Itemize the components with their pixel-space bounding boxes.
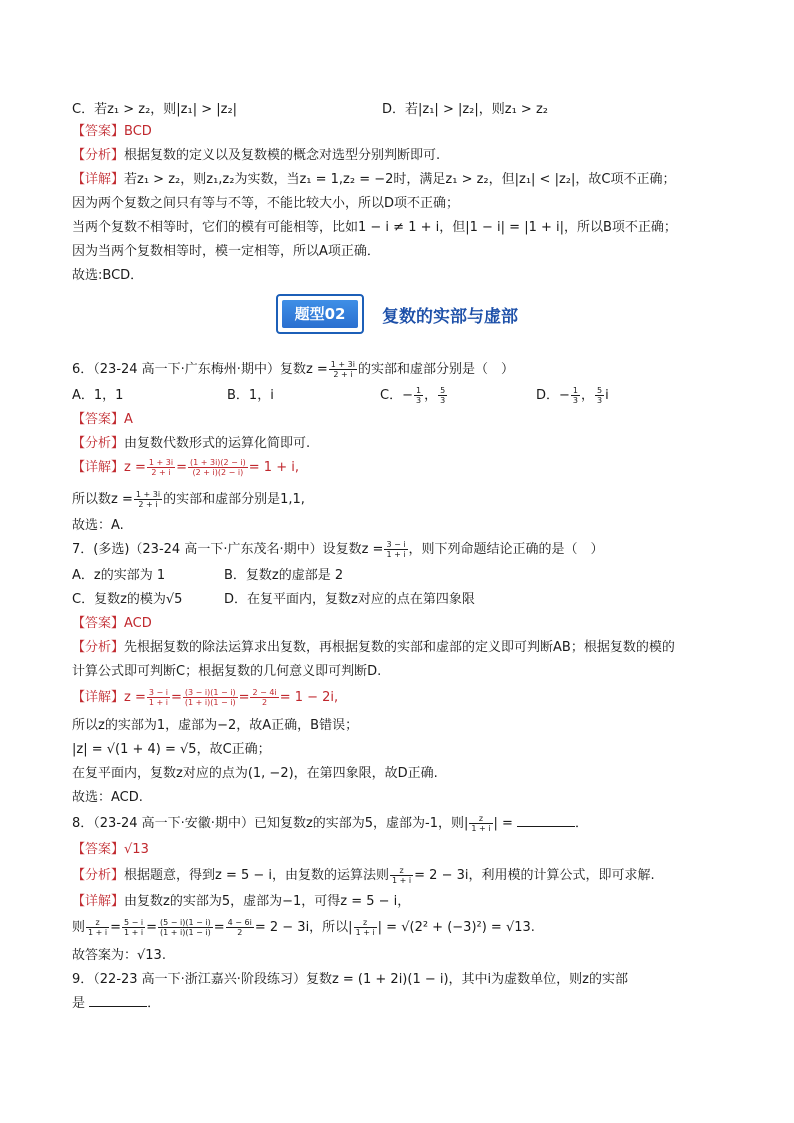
fraction (595, 386, 604, 405)
denominator: 2 + i (333, 370, 353, 379)
numerator: 1 + 3i (330, 360, 355, 369)
equals-sign: = (238, 690, 250, 705)
analysis-text-end: = 2 − 3i，利用模的计算公式，即可求解. (414, 868, 655, 883)
q7-detail (72, 688, 732, 708)
numerator: z (354, 918, 377, 928)
q5-detail-line-2: 因为两个复数之间只有等与不等，不能比较大小，所以D项不正确； (72, 196, 460, 211)
q9-stem-text: 是 (72, 996, 86, 1011)
q5-detail-line-1 (72, 170, 732, 190)
numerator: (1 + 3i)(2 − i) (189, 458, 246, 467)
q8-conclusion: 故答案为：√13. (72, 948, 166, 963)
answer-tag: 【答案】 (72, 412, 125, 427)
answer-value: ACD (124, 616, 152, 631)
q5-analysis (72, 146, 732, 166)
numerator: z (469, 814, 492, 824)
answer-tag: 【答案】 (72, 124, 125, 139)
analysis-text: 根据复数的定义以及复数模的概念对选型分别判断即可. (124, 148, 441, 163)
numerator: 1 (415, 386, 422, 395)
q8-stem-text-mid: | = (493, 816, 513, 831)
detail-tag: 【详解】 (72, 172, 125, 187)
q7-stem (72, 540, 732, 560)
answer-tag: 【答案】 (72, 842, 125, 857)
so-text-end: 的实部和虚部分别是1,1, (163, 492, 305, 507)
denominator: 1 + i (386, 550, 406, 559)
fraction (390, 866, 413, 885)
q7-detail-line-2: 所以z的实部为1，虚部为−2，故A正确，B错误； (72, 718, 359, 733)
denominator: 2 + i (138, 500, 158, 509)
detail-text: 则 (72, 920, 86, 935)
answer-tag: 【答案】 (72, 616, 125, 631)
fraction (329, 360, 357, 379)
denominator: 3 (572, 396, 578, 405)
formula-lhs: z = (124, 690, 146, 705)
q6-conclusion: 故选：A. (72, 518, 124, 533)
q7-conclusion: 故选：ACD. (72, 790, 143, 805)
q7-stem-text: 7．(多选)（23-24 高一下·广东茂名·期中）设复数z = (72, 542, 384, 557)
numerator: 5 − i (124, 918, 144, 927)
q5-option-d: D．若|z₁| > |z₂|，则z₁ > z₂ (382, 102, 548, 117)
numerator: 3 − i (386, 540, 406, 549)
detail-text: 由复数z的实部为5，虚部为−1，可得z = 5 − i， (124, 894, 411, 909)
so-text: 所以数z = (72, 492, 133, 507)
fraction (134, 490, 162, 509)
q8-stem-text-end: ． (575, 816, 589, 831)
q9-stem-line-2 (72, 994, 732, 1014)
analysis-text: 先根据复数的除法运算求出复数，再根据复数的实部和虚部的定义即可判断AB；根据复数的模的 (124, 640, 675, 655)
numerator: 4 − 6i (227, 918, 252, 927)
q6-option-a: A．1，1 (72, 388, 124, 403)
option-prefix: C．− (380, 388, 413, 403)
fraction (226, 918, 254, 937)
equals-sign: = (176, 460, 187, 475)
denominator: (1 + i)(1 − i) (160, 928, 211, 937)
denominator: 2 (262, 698, 268, 707)
q9-stem-line-1: 9．（22-23 高一下·浙江嘉兴·阶段练习）复数z = (1 + 2i)(1 − i)，其中i为虚数单位，则z的实部 (72, 972, 628, 987)
analysis-text: 根据题意，得到z = 5 − i，由复数的运算法则 (124, 868, 390, 883)
numerator: 5 (440, 386, 446, 395)
fraction (384, 540, 407, 559)
q6-option-b: B．1，i (227, 388, 274, 403)
q7-analysis-2: 计算公式即可判断C；根据复数的几何意义即可判断D. (72, 664, 382, 679)
analysis-tag: 【分析】 (72, 640, 125, 655)
denominator: 1 + i (88, 928, 108, 937)
fraction (122, 918, 145, 937)
option-prefix: D．− (536, 388, 570, 403)
fraction (469, 814, 492, 833)
equals-sign: = (170, 690, 182, 705)
numerator: (5 − i)(1 − i) (160, 918, 211, 927)
q7-analysis-1 (72, 638, 732, 658)
q6-answer (72, 410, 732, 430)
detail-text: 若z₁ > z₂，则z₁,z₂为实数，当z₁ = 1,z₂ = −2时，满足z₁ > z₂，但|z₁| < |z₂|，故C项不正确； (124, 172, 676, 187)
numerator: (3 − i)(1 − i) (184, 688, 236, 697)
fraction (571, 386, 580, 405)
denominator: 1 + i (355, 928, 375, 937)
q7-detail-line-4: 在复平面内，复数z对应的点为(1, −2)，在第四象限，故D正确. (72, 766, 438, 781)
q7-answer (72, 614, 732, 634)
numerator: z (86, 918, 109, 928)
denominator: 1 + i (124, 928, 144, 937)
equals-sign: = (110, 920, 122, 935)
q8-detail-line-2 (72, 918, 732, 938)
option-suffix: i (605, 388, 609, 403)
denominator: 2 (237, 928, 243, 937)
formula-result: = 1 + i, (248, 460, 299, 475)
q8-stem-text: 8．（23-24 高一下·安徽·期中）已知复数z的实部为5，虚部为-1，则| (72, 816, 469, 831)
q6-option-c (380, 386, 448, 406)
q7-option-a: A．z的实部为 1 (72, 568, 166, 583)
q7-stem-text-end: ，则下列命题结论正确的是（ ） (408, 542, 604, 557)
analysis-tag: 【分析】 (72, 148, 125, 163)
formula-result: = 1 − 2i, (279, 690, 339, 705)
denominator: 3 (440, 396, 446, 405)
formula-lhs: z = (124, 460, 146, 475)
fraction (414, 386, 423, 405)
denominator: 1 + i (148, 698, 168, 707)
section-banner (276, 294, 536, 334)
denominator: 1 + i (471, 824, 491, 833)
answer-value: A (124, 412, 133, 427)
numerator: 5 (597, 386, 603, 395)
q7-option-b: B．复数z的虚部是 2 (224, 568, 344, 583)
q6-option-d (536, 386, 609, 406)
fraction (183, 688, 238, 707)
q5-conclusion: 故选:BCD． (72, 268, 144, 283)
fraction (147, 688, 170, 707)
detail-text: = 2 − 3i，所以| (254, 920, 353, 935)
numerator: 1 (572, 386, 578, 395)
denominator: 3 (597, 396, 603, 405)
q5-answer (72, 122, 732, 142)
detail-tag: 【详解】 (72, 894, 125, 909)
denominator: (2 + i)(2 − i) (192, 468, 244, 477)
q6-stem-text: 6．（23-24 高一下·广东梅州·期中）复数z = (72, 362, 328, 377)
fraction (354, 918, 377, 937)
q8-analysis (72, 866, 732, 886)
numerator: 1 + 3i (148, 458, 174, 467)
answer-blank[interactable] (89, 994, 147, 1007)
q6-analysis (72, 434, 732, 454)
q6-detail (72, 458, 732, 478)
separator: ， (424, 388, 438, 403)
analysis-tag: 【分析】 (72, 436, 125, 451)
q8-stem (72, 814, 732, 834)
section-badge-label: 题型02 (282, 300, 358, 328)
numerator: 3 − i (148, 688, 168, 697)
fraction (158, 918, 213, 937)
q9-stem-text-end: ． (147, 996, 161, 1011)
section-badge (276, 294, 364, 334)
fraction (86, 918, 109, 937)
q6-so-line (72, 490, 732, 510)
q5-detail-line-4: 因为当两个复数相等时，模一定相等，所以A项正确． (72, 244, 380, 259)
section-title: 复数的实部与虚部 (382, 307, 518, 327)
q7-option-d: D．在复平面内，复数z对应的点在第四象限 (224, 592, 475, 607)
answer-value: BCD (124, 124, 152, 139)
numerator: 2 − 4i (252, 688, 277, 697)
numerator: z (390, 866, 413, 876)
fraction (147, 458, 175, 477)
q8-answer (72, 840, 732, 860)
separator: ， (581, 388, 595, 403)
fraction (188, 458, 248, 477)
denominator: 1 + i (392, 876, 412, 885)
detail-tag: 【详解】 (72, 690, 125, 705)
equals-sign: = (146, 920, 158, 935)
analysis-tag: 【分析】 (72, 868, 125, 883)
equals-sign: = (213, 920, 225, 935)
q6-stem-text-end: 的实部和虚部分别是（ ） (358, 362, 515, 377)
detail-tag: 【详解】 (72, 460, 125, 475)
detail-text-end: | = √(2² + (−3)²) = √13. (377, 920, 535, 935)
denominator: (1 + i)(1 − i) (184, 698, 236, 707)
denominator: 3 (415, 396, 422, 405)
fraction (250, 688, 278, 707)
fraction (438, 386, 447, 405)
numerator: 1 + 3i (135, 490, 161, 499)
analysis-text: 由复数代数形式的运算化简即可. (124, 436, 311, 451)
q7-option-c: C．复数z的模为√5 (72, 592, 183, 607)
q8-detail-line-1 (72, 892, 732, 912)
q5-option-c: C．若z₁ > z₂，则|z₁| > |z₂| (72, 102, 238, 117)
denominator: 2 + i (151, 468, 171, 477)
q5-detail-line-3: 当两个复数不相等时，它们的模有可能相等，比如1 − i ≠ 1 + i，但|1 − i| = |1 + i|，所以B项不正确； (72, 220, 677, 235)
q7-detail-line-3: |z| = √(1 + 4) = √5，故C正确； (72, 742, 271, 757)
answer-blank[interactable] (517, 814, 575, 827)
q6-stem (72, 360, 732, 380)
answer-value: √13 (124, 842, 149, 857)
